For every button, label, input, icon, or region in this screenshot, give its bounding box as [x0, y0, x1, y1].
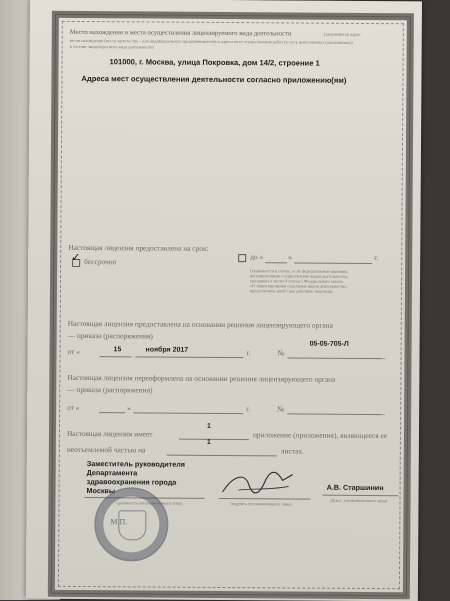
appendix-label-a: Настоящая лицензия имеет: [66, 428, 153, 439]
appendix-label-b: приложение (приложения), являющееся ее: [252, 430, 388, 441]
basis-label-2: — приказа (распоряжения): [67, 330, 153, 341]
signature-caption: (подпись уполномоченного лица): [230, 501, 292, 507]
term-note-3: указанных в части 4 статьи 1 Федерального закона: [250, 278, 343, 284]
license-content: [58, 21, 392, 573]
until-prefix: до «: [250, 252, 264, 262]
reissue-number-label: №: [277, 404, 285, 414]
mp-label: М.П.: [110, 517, 128, 527]
heading-note: (заполняется адрес: [323, 31, 361, 37]
heading-note-line2: места нахождения (места жительства – для индивидуального предпринимателя) и адреса мест осуществления работ (услуг), выполняемых (оказываемых): [69, 37, 353, 45]
signatory-title-1: Заместитель руководителя: [86, 459, 186, 469]
appendix-sheets: 1: [206, 438, 211, 446]
signatory-title-2: Департамента: [86, 468, 138, 478]
signature-image: [219, 462, 299, 501]
until-mid: »: [288, 252, 292, 262]
reissue-close: »: [127, 403, 131, 413]
basis-from: от «: [67, 346, 80, 356]
basis-month: ноября 2017: [145, 346, 189, 354]
appendix-label-d: листах.: [280, 446, 304, 456]
basis-number-label: №: [277, 348, 285, 358]
term-note-1: (указывается в случае, если федеральными законами,: [250, 268, 348, 274]
basis-day: 15: [113, 346, 122, 354]
until-checkbox: [238, 254, 246, 262]
reissue-year-suffix: г.: [246, 404, 251, 414]
appendix-count: 1: [206, 422, 211, 430]
basis-number: 05-05-705-Л: [309, 340, 349, 348]
signatory-title-3: здравоохранения города: [86, 477, 177, 487]
check-mark-icon: ✓: [71, 251, 81, 264]
term-label: Настоящая лицензия предоставлена на срок:: [68, 242, 209, 253]
term-note-2: регулирующими осуществление видов деятельности,: [250, 273, 348, 279]
license-page: [26, 0, 422, 601]
reissue-label-1: Настоящая лицензия переоформлена на основании решения лицензирующего органа: [67, 372, 336, 384]
indefinite-label: бессрочно: [84, 257, 117, 267]
main-address: 101000, г. Москва, улица Покровка, дом 14/2, строение 1: [109, 57, 320, 68]
position-caption: (должность уполномоченного лица): [116, 500, 183, 506]
signatory-name: А.В. Старшинин: [326, 482, 384, 493]
basis-label-1: Настоящая лицензия предоставлена на основании решения лицензирующего органа: [67, 318, 333, 330]
heading-line: Место нахождения и места осуществления лицензируемого вида деятельности: [69, 28, 292, 38]
official-seal-icon: [94, 487, 169, 562]
appendix-label-c: неотъемлемой частью на: [66, 444, 146, 455]
until-suffix: г.: [374, 253, 379, 263]
heading-note-line3: в составе лицензируемого вида деятельности): [69, 43, 155, 50]
signatory-title-4: Москвы: [86, 486, 116, 496]
term-note-4: «О лицензировании отдельных видов деятельности»,: [249, 283, 348, 289]
term-note-5: предусмотрен иной срок действия лицензии): [249, 288, 333, 294]
activity-places: Адреса мест осуществления деятельности согласно приложению(ям): [81, 73, 347, 85]
name-caption: (ф.и.о. уполномоченного лица): [330, 497, 388, 504]
reissue-label-2: — приказа (распоряжения): [67, 384, 153, 395]
basis-year-suffix: г.: [246, 348, 251, 358]
reissue-from: от «: [67, 402, 80, 412]
